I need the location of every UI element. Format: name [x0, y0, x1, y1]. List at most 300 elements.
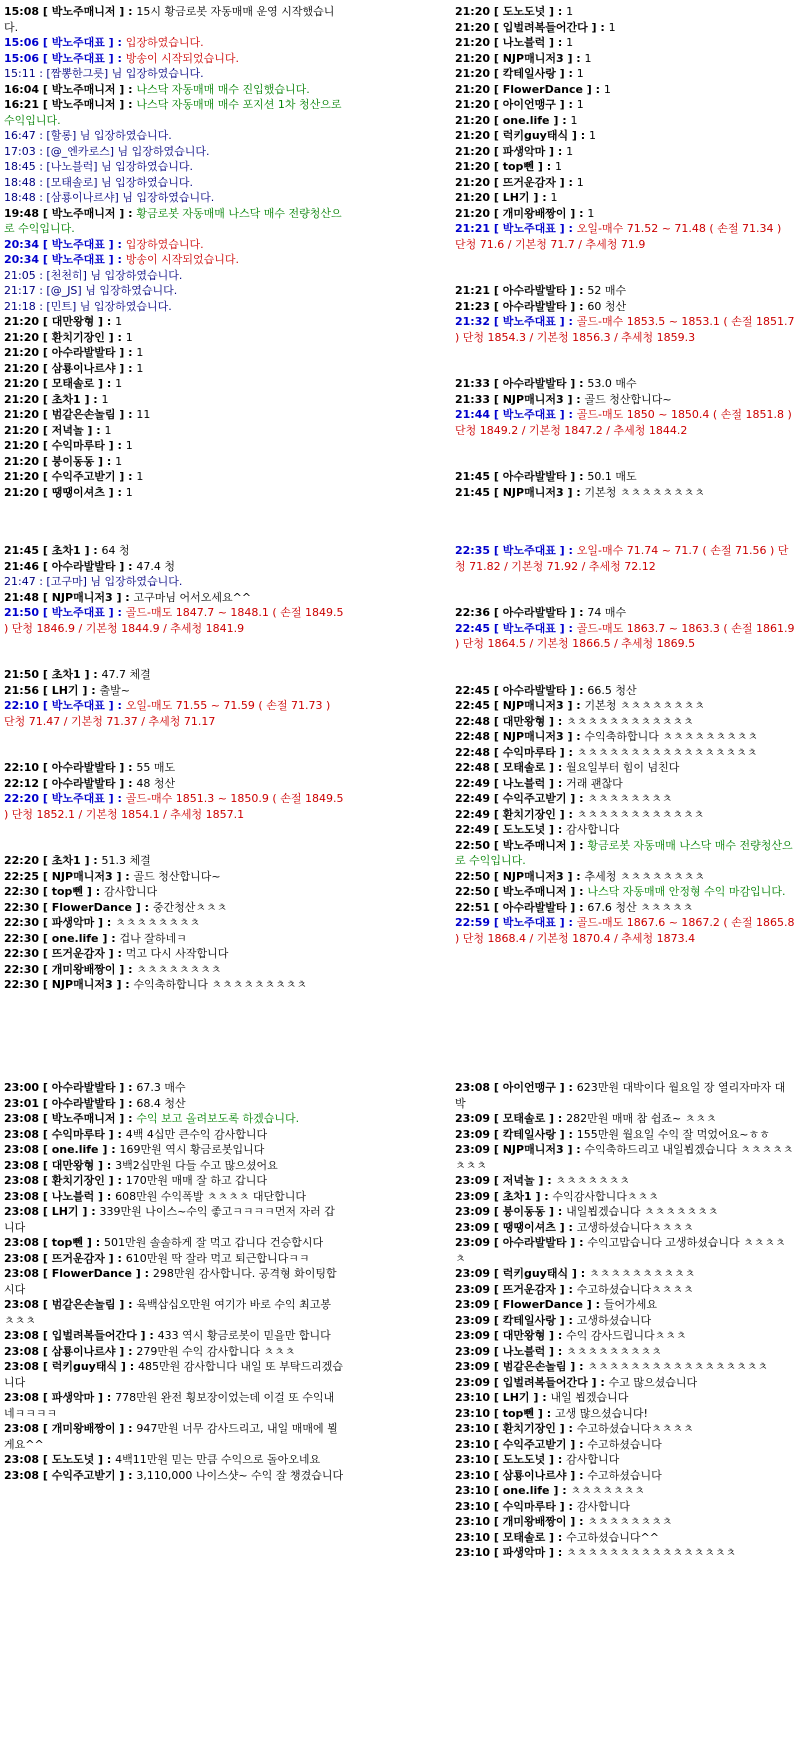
message-time: 23:08	[4, 1344, 40, 1358]
chat-message	[4, 206, 344, 237]
nick-bracket: [	[39, 1096, 52, 1110]
chat-message	[455, 283, 795, 299]
nick-bracket: ] :	[80, 854, 102, 867]
message-author: one.life	[51, 931, 99, 945]
nick-bracket: ] :	[587, 20, 609, 34]
nick-bracket: [	[39, 854, 52, 867]
message-text: 501만원 솔솔하게 잘 먹고 갑니다 건승합시다	[103, 1236, 324, 1249]
message-author: 개미왕배짱이	[502, 1515, 567, 1528]
spacer	[455, 252, 795, 268]
message-author: 럭키guy태식	[51, 1360, 118, 1373]
nick-bracket: ] :	[94, 1189, 116, 1203]
message-author: 파생악마	[51, 1391, 95, 1404]
message-text: 50.1 매도	[587, 470, 637, 483]
message-text: ㅊㅊㅊㅊㅊㅊㅊㅊㅊㅊㅊㅊㅊㅊㅊㅊㅊ	[587, 1360, 769, 1373]
message-time: 21:20	[455, 206, 491, 220]
message-author: 박노주대표	[51, 606, 105, 619]
nick-bracket: [	[39, 454, 52, 468]
system-message: 18:45 : [나노블럭] 님 입장하였습니다.	[4, 160, 193, 173]
message-text: 나스닥 자동매매 매수 포지션 1차 청산으로 수익입니다.	[4, 98, 342, 127]
nick-bracket: ] :	[104, 330, 126, 344]
nick-bracket: [	[39, 1127, 52, 1141]
message-time: 21:20	[4, 485, 40, 499]
message-text: 47.4 청	[136, 559, 176, 573]
message-text: 수익축하드리고 내일뵙겠습니다 ㅊㅊㅊㅊㅊㅊㅊㅊ	[455, 1143, 794, 1172]
message-time: 23:08	[4, 1127, 40, 1141]
chat-message	[455, 1204, 795, 1220]
message-text: 감사합니다	[576, 1499, 630, 1513]
message-text: 1	[587, 206, 595, 220]
nick-bracket: ] :	[555, 98, 577, 111]
message-text: 나스닥 자동매매 안정형 수익 마감입니다.	[587, 885, 786, 898]
chat-message	[455, 485, 795, 501]
spacer	[4, 745, 344, 761]
message-time: 22:30	[4, 916, 40, 929]
chat-message	[455, 299, 795, 315]
nick-bracket: [	[490, 1406, 503, 1420]
message-author: 박노주대표	[502, 408, 556, 421]
chat-message	[4, 376, 344, 392]
message-author: 삼룡이나르샤	[502, 1468, 567, 1482]
message-text: 골드-매도 1847.7 ~ 1848.1 ( 손절 1849.5 ) 단청 1846.9 / 기본청 1844.9 / 추세청 1841.9	[4, 606, 344, 635]
nick-bracket: [	[39, 1189, 52, 1203]
message-author: 수익마루타	[51, 1127, 105, 1141]
message-time: 23:09	[455, 1236, 491, 1249]
message-author: 수익마루타	[51, 439, 105, 452]
chat-message	[4, 760, 344, 776]
chat-message	[4, 1390, 344, 1421]
message-time: 21:44	[455, 408, 491, 421]
message-text: 1	[115, 377, 123, 390]
nick-bracket: [	[39, 470, 52, 483]
nick-bracket: ] :	[545, 1453, 567, 1466]
message-author: 아수라발발타	[502, 1236, 567, 1249]
nick-bracket: ] :	[555, 1081, 577, 1094]
message-text: 기본청 ㅊㅊㅊㅊㅊㅊㅊㅊ	[584, 699, 705, 712]
message-author: NJP매니저3	[502, 730, 564, 743]
chat-column-3-left	[4, 1080, 344, 1483]
nick-bracket: [	[490, 1282, 503, 1296]
nick-bracket: ] :	[555, 222, 577, 235]
message-time: 23:08	[455, 1081, 491, 1094]
message-text: 298만원 감사합니다. 공격형 화이팅합시다	[4, 1267, 337, 1296]
nick-bracket: [	[39, 237, 52, 251]
message-text: 47.7 체결	[101, 668, 151, 681]
nick-bracket: [	[39, 916, 52, 929]
nick-bracket: ] :	[115, 559, 137, 573]
nick-bracket: ] :	[566, 900, 588, 914]
chat-column-1-right	[455, 4, 795, 500]
nick-bracket: ] :	[94, 1391, 116, 1404]
nick-bracket: ] :	[104, 1251, 126, 1265]
system-message: 15:11 : [짬뽕한그릇] 님 입장하였습니다.	[4, 67, 204, 80]
message-author: 땡땡이셔츠	[51, 485, 105, 499]
message-author: 삼룡이나르샤	[51, 361, 116, 375]
message-time: 22:10	[4, 761, 40, 774]
nick-bracket: [	[490, 745, 503, 759]
message-text: 입장하였습니다.	[125, 237, 204, 251]
nick-bracket: [	[490, 51, 503, 65]
chat-message	[4, 1158, 344, 1174]
message-text: 1	[576, 98, 584, 111]
chat-column-2-right	[455, 543, 795, 946]
nick-bracket: ] :	[563, 1143, 585, 1156]
message-author: 도노도넛	[51, 1453, 95, 1466]
message-author: 수익주고받기	[502, 1437, 567, 1451]
chat-message	[4, 1080, 344, 1096]
message-text: 52 매수	[587, 284, 627, 297]
nick-bracket: [	[490, 699, 503, 712]
nick-bracket: [	[490, 1546, 503, 1559]
chat-message	[4, 962, 344, 978]
chat-message	[455, 884, 795, 900]
chat-message	[455, 1375, 795, 1391]
nick-bracket: [	[490, 1112, 503, 1125]
nick-bracket: [	[490, 129, 503, 142]
message-author: 박노주대표	[502, 315, 556, 328]
message-author: one.life	[502, 1484, 550, 1497]
nick-bracket: ] :	[83, 885, 104, 898]
nick-bracket: [	[490, 392, 503, 406]
nick-bracket: ] :	[545, 1344, 567, 1358]
message-text: 60 청산	[587, 299, 627, 313]
message-author: top뻰	[51, 885, 84, 898]
message-time: 21:20	[455, 67, 491, 80]
message-author: 파생악마	[502, 1546, 546, 1559]
message-author: 삼룡이나르샤	[51, 1344, 116, 1358]
nick-bracket: ] :	[115, 761, 137, 774]
system-message: 18:48 : [삼룡이나르샤] 님 입장하였습니다.	[4, 191, 215, 204]
chat-message	[4, 1189, 344, 1205]
nick-bracket: ] :	[587, 1375, 609, 1389]
nick-bracket: ] :	[534, 160, 555, 173]
message-author: 땡땡이셔츠	[502, 1220, 556, 1234]
nick-bracket: [	[39, 206, 52, 220]
chat-message	[455, 791, 795, 807]
nick-bracket: ] :	[566, 792, 588, 805]
message-time: 21:45	[455, 470, 491, 483]
chat-message	[455, 1297, 795, 1313]
nick-bracket: [	[490, 792, 503, 805]
chat-message	[455, 20, 795, 36]
message-author: 대만왕형	[502, 1329, 546, 1342]
message-text: 수고하셨습니다	[587, 1437, 662, 1451]
chat-message	[455, 605, 795, 621]
message-time: 23:08	[4, 1143, 40, 1156]
nick-bracket: [	[490, 5, 503, 18]
nick-bracket: ] :	[104, 237, 126, 251]
message-author: LH기	[502, 191, 530, 204]
nick-bracket: ] :	[555, 544, 577, 557]
message-author: 대만왕형	[502, 714, 546, 728]
nick-bracket: ] :	[566, 1515, 588, 1528]
chat-message	[455, 128, 795, 144]
chat-message	[4, 900, 344, 916]
message-text: 육백삽십오만원 여기가 바로 수익 최고봉 ㅊㅊㅊ	[4, 1298, 332, 1327]
chat-message	[455, 35, 795, 51]
chat-message	[4, 314, 344, 330]
nick-bracket: ] :	[131, 1267, 153, 1280]
chat-message	[4, 559, 344, 575]
message-time: 23:08	[4, 1112, 40, 1125]
nick-bracket: [	[39, 978, 52, 991]
nick-bracket: [	[490, 299, 503, 313]
message-time: 22:20	[4, 792, 40, 805]
nick-bracket: ] :	[112, 978, 134, 991]
nick-bracket: ] :	[115, 1298, 137, 1311]
system-message: 21:05 : [천천히] 님 입장하였습니다.	[4, 268, 183, 282]
message-author: 초차1	[502, 1189, 532, 1203]
message-author: 아수라발발타	[51, 1096, 116, 1110]
message-author: 초차1	[51, 668, 81, 681]
chat-message	[4, 82, 344, 98]
message-time: 22:45	[455, 699, 491, 712]
message-author: 환치기장인	[502, 1422, 556, 1435]
message-time: 22:50	[455, 838, 491, 852]
nick-bracket: [	[39, 408, 52, 421]
chat-message	[4, 543, 344, 559]
message-author: 박노주대표	[51, 51, 105, 65]
message-text: 수고하셨습니다ㅊㅊㅊㅊ	[576, 1422, 694, 1435]
message-author: 칵테일사랑	[502, 1313, 556, 1327]
message-author: LH기	[51, 683, 79, 697]
message-text: 고생 많으셨습니다!	[554, 1406, 648, 1420]
nick-bracket: [	[39, 1205, 52, 1218]
nick-bracket: ] :	[555, 67, 577, 80]
message-author: 럭키guy태식	[502, 1267, 569, 1280]
message-author: 나노블럭	[502, 36, 546, 49]
spacer	[455, 590, 795, 606]
message-text: 수고하셨습니다ㅊㅊㅊㅊ	[576, 1282, 694, 1296]
message-author: 박노주대표	[51, 699, 105, 712]
message-text: ㅊㅊㅊㅊㅊㅊㅊㅊㅊㅊㅊㅊ	[566, 714, 694, 728]
message-time: 23:08	[4, 1174, 40, 1187]
message-time: 22:48	[455, 714, 491, 728]
nick-bracket: [	[39, 776, 52, 790]
message-text: 감사합니다	[566, 823, 620, 836]
nick-bracket: ] :	[80, 392, 102, 406]
message-time: 15:06	[4, 36, 40, 49]
message-time: 23:09	[455, 1267, 491, 1280]
message-text: 수익축하합니다 ㅊㅊㅊㅊㅊㅊㅊㅊㅊ	[133, 978, 308, 991]
message-text: 1	[554, 160, 562, 173]
nick-bracket: [	[490, 869, 503, 883]
nick-bracket: ] :	[545, 5, 567, 18]
message-time: 23:10	[455, 1391, 491, 1404]
nick-bracket: ] :	[566, 838, 588, 852]
nick-bracket: ] :	[555, 408, 577, 421]
nick-bracket: [	[490, 1499, 503, 1513]
message-author: 박노주대표	[51, 253, 105, 266]
nick-bracket: [	[490, 377, 503, 390]
message-time: 21:20	[4, 377, 40, 390]
message-author: 아수라발발타	[51, 346, 116, 359]
nick-bracket: [	[39, 485, 52, 499]
message-text: 거래 괜찮다	[566, 776, 623, 790]
nick-bracket: [	[490, 621, 503, 635]
chat-message	[455, 838, 795, 869]
message-time: 16:21	[4, 98, 40, 111]
nick-bracket: [	[39, 315, 52, 328]
nick-bracket: [	[490, 1344, 503, 1358]
message-text: 수고하셨습니다	[587, 1468, 662, 1482]
message-author: 붕이동동	[51, 454, 95, 468]
message-text: 4백11만원 믿는 만큼 수익으로 돌아오네요	[115, 1453, 321, 1466]
message-author: 초차1	[51, 544, 81, 557]
message-author: NJP매니저3	[502, 51, 564, 65]
chat-message	[4, 1468, 344, 1484]
nick-bracket: ] :	[94, 377, 116, 390]
chat-message	[4, 1344, 344, 1360]
nick-bracket: ] :	[534, 1174, 556, 1187]
nick-bracket: [	[490, 714, 503, 728]
message-time: 21:46	[4, 559, 40, 573]
chat-message	[4, 1359, 344, 1390]
message-time: 23:01	[4, 1096, 40, 1110]
message-text: 내일 뵙겠습니다	[550, 1391, 629, 1404]
nick-bracket: [	[490, 1127, 503, 1141]
nick-bracket: [	[39, 1236, 52, 1249]
nick-bracket: [	[39, 1360, 52, 1373]
chat-message	[4, 4, 344, 35]
nick-bracket: [	[39, 761, 52, 774]
chat-message	[455, 190, 795, 206]
message-text: 485만원 감사합니다 내일 또 부탁드리겠습니다	[4, 1360, 344, 1389]
message-text: 1	[570, 113, 578, 127]
nick-bracket: [	[39, 330, 52, 344]
chat-message	[4, 1173, 344, 1189]
nick-bracket: ] :	[563, 699, 585, 712]
chat-message	[4, 392, 344, 408]
message-author: 아수라발발타	[502, 470, 567, 483]
message-author: 대만왕형	[51, 315, 95, 328]
chat-message	[455, 1421, 795, 1437]
message-text: 황금로봇 자동매매 나스닥 매수 전량청산으로 수익입니다.	[4, 206, 342, 235]
chat-message	[455, 1173, 795, 1189]
nick-bracket: ] :	[131, 900, 153, 914]
spacer	[455, 268, 795, 284]
chat-message	[455, 1530, 795, 1546]
chat-message	[4, 407, 344, 423]
nick-bracket: [	[490, 1530, 503, 1544]
chat-message	[455, 1328, 795, 1344]
chat-message	[4, 1127, 344, 1143]
nick-bracket: ] :	[555, 807, 577, 821]
message-text: 겁나 잘하네ㅋ	[119, 931, 187, 945]
nick-bracket: ] :	[115, 1096, 137, 1110]
nick-bracket: ] :	[115, 962, 137, 976]
message-author: 아수라발발타	[502, 606, 567, 619]
message-time: 22:49	[455, 792, 491, 805]
message-author: 초차1	[51, 854, 81, 867]
message-text: 1	[125, 485, 133, 499]
message-time: 21:21	[455, 284, 491, 297]
message-author: 아수라발발타	[51, 776, 116, 790]
message-time: 23:10	[455, 1530, 491, 1544]
nick-bracket: ] :	[545, 1329, 567, 1342]
message-time: 21:20	[455, 160, 491, 173]
spacer	[455, 454, 795, 470]
nick-bracket: [	[490, 20, 503, 34]
message-author: FlowerDance	[51, 1267, 132, 1280]
message-text: 골드 청산합니다~	[133, 869, 221, 883]
nick-bracket: [	[39, 361, 52, 375]
nick-bracket: ] :	[115, 346, 137, 359]
chat-message	[4, 698, 344, 729]
system-message: 21:18 : [민트] 님 입장하였습니다.	[4, 299, 172, 313]
nick-bracket: ] :	[545, 1205, 567, 1218]
nick-bracket: [	[39, 36, 52, 49]
nick-bracket: ] :	[545, 144, 567, 158]
chat-column-3-right	[455, 1080, 795, 1561]
message-time: 23:09	[455, 1329, 491, 1342]
nick-bracket: ] :	[555, 1499, 577, 1513]
chat-message	[455, 1313, 795, 1329]
message-author: 도노도넛	[502, 823, 546, 836]
nick-bracket: ] :	[104, 1174, 126, 1187]
chat-message	[455, 698, 795, 714]
nick-bracket: ] :	[545, 1546, 567, 1559]
message-text: 339만원 나이스~수익 좋고ㅋㅋㅋㅋ먼저 자러 갑니다	[4, 1205, 335, 1234]
nick-bracket: [	[490, 776, 503, 790]
nick-bracket: [	[39, 1251, 52, 1265]
message-text: 중간청산ㅊㅊㅊ	[152, 900, 228, 914]
message-text: 월요일부터 힘이 넘친다	[566, 761, 680, 774]
nick-bracket: ] :	[563, 869, 585, 883]
message-time: 21:45	[4, 544, 40, 557]
message-time: 21:20	[455, 144, 491, 158]
message-author: 뜨거운감자	[51, 947, 105, 960]
message-text: 48 청산	[136, 776, 176, 790]
message-text: 67.3 매수	[136, 1081, 186, 1094]
nick-bracket: [	[39, 590, 52, 604]
chat-message	[4, 1328, 344, 1344]
chat-message	[4, 469, 344, 485]
message-text: 53.0 매수	[587, 377, 637, 390]
message-text: 3,110,000 나이스샷~ 수익 잘 챙겼습니다	[136, 1468, 344, 1482]
chat-message	[4, 946, 344, 962]
message-time: 23:08	[4, 1360, 40, 1373]
message-text: 64 청	[101, 544, 130, 557]
nick-bracket: ] :	[545, 1530, 567, 1544]
nick-bracket: ] :	[115, 1112, 137, 1125]
message-author: 아수라발발타	[502, 377, 567, 390]
chat-message	[4, 252, 344, 268]
chat-message	[4, 345, 344, 361]
message-author: 뜨거운감자	[502, 175, 556, 189]
chat-message	[4, 1235, 344, 1251]
nick-bracket: ] :	[545, 823, 567, 836]
chat-message	[455, 221, 795, 252]
message-text: 골드-매수 1851.3 ~ 1850.9 ( 손절 1849.5 ) 단청 1852.1 / 기본청 1854.1 / 추세청 1857.1	[4, 792, 344, 821]
message-time: 23:08	[4, 1329, 40, 1342]
message-text: 1	[125, 439, 133, 452]
message-text: ㅊㅊㅊㅊㅊㅊㅊㅊㅊㅊㅊㅊ	[576, 807, 705, 821]
message-time: 21:20	[4, 408, 40, 421]
message-text: 1	[550, 191, 558, 204]
chat-message	[455, 621, 795, 652]
nick-bracket: [	[490, 485, 503, 499]
message-time: 22:49	[455, 776, 491, 790]
message-time: 23:09	[455, 1360, 491, 1373]
message-text: 내일뵙겠습니다 ㅊㅊㅊㅊㅊㅊㅊ	[566, 1205, 719, 1218]
message-time: 21:20	[4, 315, 40, 328]
nick-bracket: ] :	[112, 869, 134, 883]
nick-bracket: [	[39, 792, 52, 805]
nick-bracket: ] :	[555, 621, 577, 635]
nick-bracket: [	[39, 544, 52, 557]
nick-bracket: ] :	[115, 361, 137, 375]
